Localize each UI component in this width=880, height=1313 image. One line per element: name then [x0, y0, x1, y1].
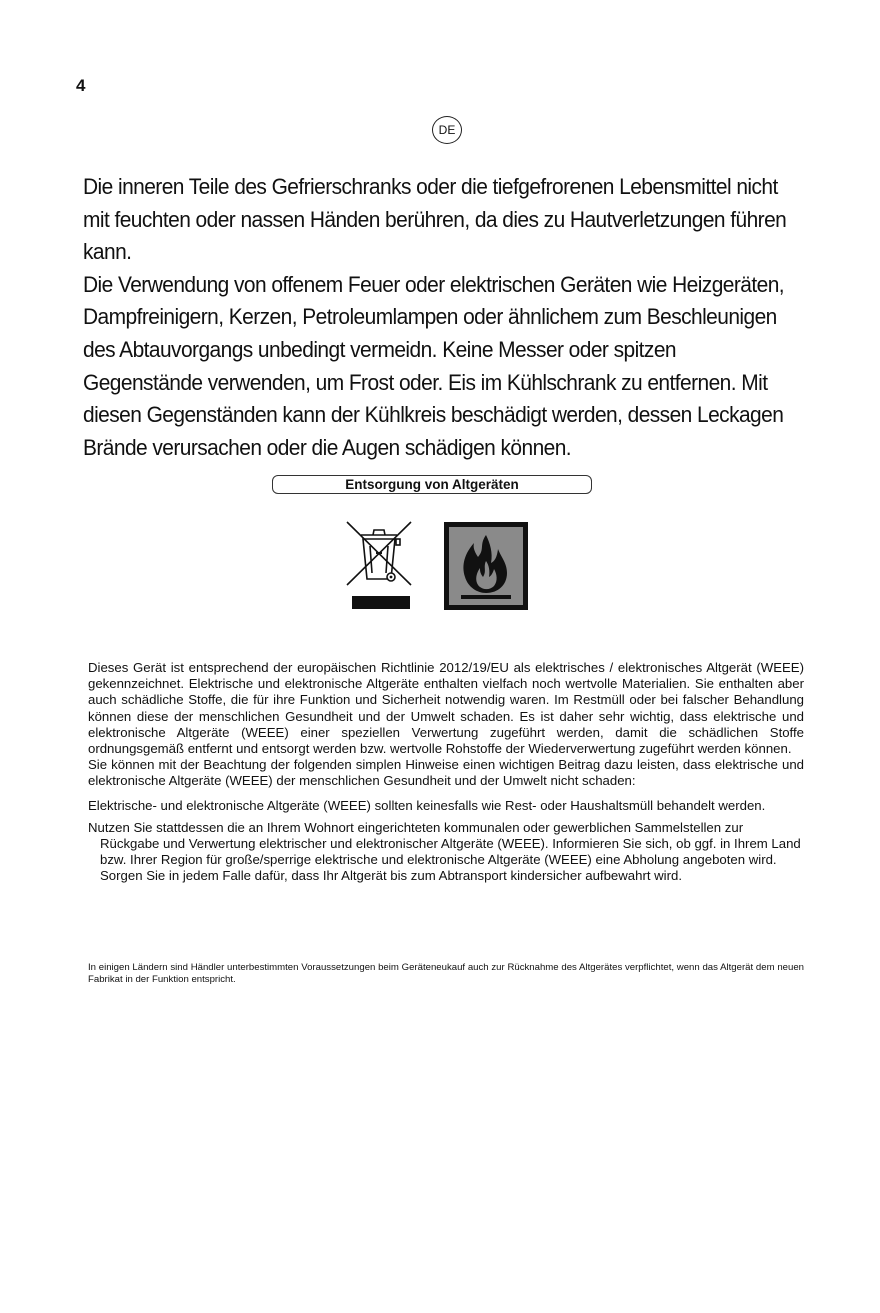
- list-item-text: Elektrische- und elektronische Altgeräte (WEEE) sollten keinesfalls wie Rest- oder Haushaltsmüll behandelt werden.: [88, 797, 766, 813]
- warning-paragraph-2: Die Verwendung von offenem Feuer oder elektrischen Geräten wie Heizgeräten, Dampfreinigern, Kerzen, Petroleumlampen oder ähnlichem zum Beschleunigen des Abtauvorgangs unbedingt vermeidn. Keine Messer oder spitzen Gegenstände verwenden, um Frost oder. Eis im Kühlschrank zu entfernen. Mit diesen Gegenständen kann der Kühlkreis beschädigt werden, dessen Leckagen Brände verursachen oder die Augen schädigen können.: [83, 271, 785, 460]
- page-number: 4: [76, 76, 86, 95]
- language-badge: DE: [432, 116, 462, 144]
- disposal-paragraph-1: Dieses Gerät ist entsprechend der europäischen Richtlinie 2012/19/EU als elektrisches / elektronisches Altgerät (WEEE) gekennzeichnet. Elektrische und elektronische Altgeräte enthalten vielfach noch wertvolle Materialien. Sie enthalten aber auch schädliche Stoffe, die für ihre Funktion und Sicherheit notwendig waren. Im Restmüll oder bei falscher Behandlung können diese der menschlichen Gesundheit und der Umwelt schaden. Es ist daher sehr wichtig, dass elektrische und elektronische Altgeräte (WEEE) einer speziellen Verwertung zugeführt werden, damit die schädlichen Stoffe ordnungsgemäß entfernt und entsorgt werden bzw. wertvolle Rohstoffe der Wiederverwertung zugeführt werden können.: [88, 660, 804, 757]
- disposal-header: Entsorgung von Altgeräten: [272, 475, 592, 494]
- disposal-paragraph-2: Sie können mit der Beachtung der folgenden simplen Hinweise einen wichtigen Beitrag dazu leisten, dass elektrische und elektronische Altgeräte (WEEE) der menschlichen Gesundheit und der Umwelt nicht schaden:: [88, 757, 804, 789]
- warning-section: [83, 171, 790, 464]
- warning-paragraph-1: Die inneren Teile des Gefrierschranks oder die tiefgefrorenen Lebensmittel nicht mit feuchten oder nassen Händen berühren, da dies zu Hautverletzungen führen kann.: [83, 174, 787, 265]
- disposal-text: [88, 660, 804, 898]
- list-item: [88, 820, 804, 885]
- disposal-list: [88, 798, 804, 885]
- list-item-text: Nutzen Sie stattdessen die an Ihrem Wohnort eingerichteten kommunalen oder gewerblichen Sammelstellen zur Rückgabe und Verwertung elektrischer und elektronischer Altgeräte (WEEE). Informieren Sie sich, ob ggf. in Ihrem Land bzw. Ihrer Region für große/sperrige elektrische und elektronische Altgeräte (WEEE) eine Abholung angeboten wird. Sorgen Sie in jedem Falle dafür, dass Ihr Altgerät bis zum Abtransport kindersicher aufbewahrt wird.: [88, 819, 801, 884]
- flammable-icon: [443, 521, 529, 611]
- crossed-out-bin-icon: [344, 519, 414, 611]
- footnote: In einigen Ländern sind Händler unterbestimmten Voraussetzungen beim Geräteneukauf auch zur Rücknahme des Altgerätes verpflichtet, wenn das Altgerät dem neuen Fabrikat in der Funktion entspricht.: [88, 962, 804, 985]
- list-item: [88, 798, 804, 814]
